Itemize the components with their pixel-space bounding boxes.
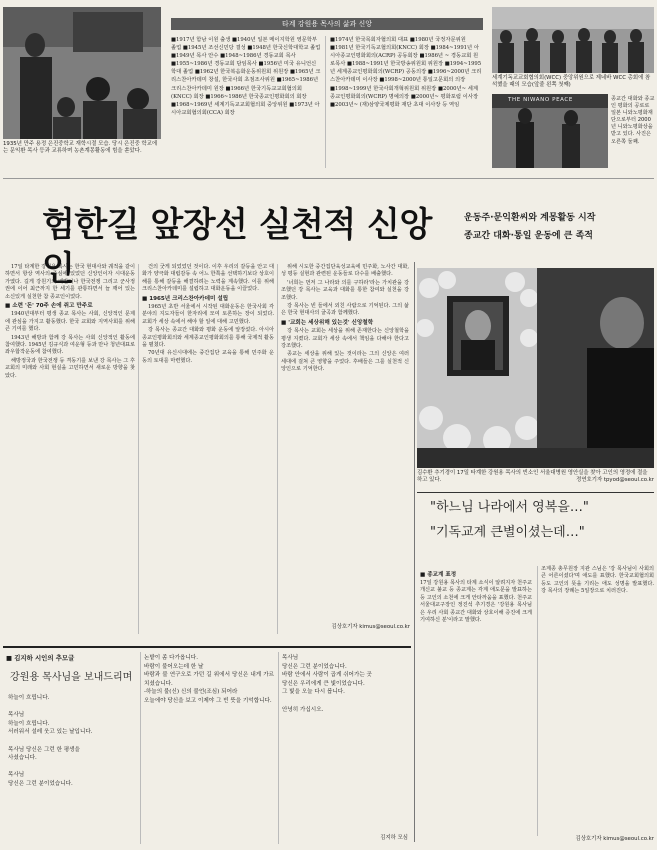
- side-byline: 김상호기자 kimus@seoul.co.kr: [575, 836, 654, 842]
- quote-line-2: "기독교계 큰별이셨는데…": [430, 525, 585, 540]
- article-subhead-1: ■ 소련 '돈' 70주 손에 쥐고 만주로: [5, 303, 93, 310]
- article-col3-p1: 위해 시도한 중간집단육성교육에 민주화, 노사간 대화, 성 평등 실현과 관련된 운동들로 다수를 배출했다.: [281, 264, 409, 278]
- article-col2-p3: 강 목사는 종교간 대화와 평화 운동에 앞장섰다. 아시아종교인평화회의와 세계종교인평화회의를 통해 국제적 활동을 펼쳤다.: [142, 327, 274, 349]
- funeral-photo-credit: 정연호기자 tpyod@seoul.co.kr: [576, 477, 654, 483]
- headline-deck-1: 운동주·문익환씨와 계몽활동 시작: [464, 213, 596, 223]
- top-separator: [3, 178, 654, 179]
- article-column-2: [142, 264, 274, 639]
- poem-byline: 김지하 모심: [380, 835, 408, 841]
- article-column-1: [5, 264, 135, 639]
- poem-top-rule: [3, 646, 411, 648]
- timeline-right: ■1974년 한국목회자협의회 대표 ■1980년 국정자문위원 ■1981년 한국기독교협의회(KNCC) 회장 ■1984~1991년 아시아종교인평화회의(ACRP) 공동회장 ■1986년 ~ 경동교회 원로목사 ■1988~1991년 한국방송위원회 위원장 ■1994~1995년 세계종교인평화회의(WCRP) 공동의장 ■1996~2000년 크리스찬아카데미 이사장 ■1998~2000년 통일고문회의 의장 ■1998~1999년 한국사회개혁위원회 위원장 ■2000년~ 세계종교인평화회의(WCRP) 명예의장 ■2000년~ 평화포럼 이사장 ■2003년~ (재)삼양국제평화 재단 초대 이사장 등 역임: [330, 37, 482, 108]
- article-column-3: [281, 264, 409, 639]
- wcc-photo: [492, 7, 654, 73]
- section-header: 타계 강원용 목사의 삶과 신앙: [171, 18, 483, 30]
- article-col1-p4: 해방정국과 한국전쟁 등 격동기를 보낸 강 목사는 그 후 교회의 미래와 사회 현실을 고민하면서 새로운 방향을 찾았다.: [5, 357, 135, 379]
- article-col1-p2: 1940년대부터 평생 종교 목사는 사회, 신앙적인 문제에 관심을 가지고 활동했다. 한국 교회와 지역사회를 위해 큰 기여를 했다.: [5, 311, 135, 333]
- classroom-photo-caption: 1935년 만주 용정 은진중학교 재학시절 모습. 당시 은진중 학교에는 문익환 목사 등과 교류하며 농촌계몽활동에 힘을 쏟았다.: [3, 141, 158, 155]
- article-col3b-p2: 종교는 세상을 위해 있는 것이라는 그의 신앙은 여러 세대에 걸쳐 큰 영향을 주었다. 후배들은 그를 실천적 신앙인으로 기억한다.: [281, 351, 409, 373]
- side-top-rule: [417, 492, 654, 493]
- main-right-divider: [414, 262, 415, 842]
- funeral-photo: [417, 268, 654, 468]
- article-col3-p3: 강 목사는 빈 들에서 외친 사람으로 기억된다. 그의 삶은 한국 현대사의 굴곡과 함께했다.: [281, 303, 409, 317]
- poem-column-1: 하늘이 흐립니다. 목사님 하늘이 흐립니다. 서러워서 설레 웃고 있는 날입니다. 목사님 당신은 그런 한 평생을 사셨습니다. 목사님 당신은 그런 분이었습니다.: [8, 695, 93, 787]
- article-col3b-p1: 강 목사는 교회는 세상을 위해 존재한다는 신앙철학을 평생 지켰다. 교회가 세상 속에서 책임을 다해야 한다고 강조했다.: [281, 328, 409, 350]
- niwano-photo-caption: 종교간 대화와 종교인 평화의 공로로 일본 니와노평화재단으로부터 2000년 니와노평화상을 받고 있다. 사진은 오른쪽 둘째.: [611, 96, 655, 145]
- niwano-photo: [492, 94, 608, 168]
- article-byline: 김상호기자 kimus@seoul.co.kr: [331, 624, 410, 630]
- article-col2-p1: 건의 굿게 되었었던 것이다. 이후 우리의 갈등을 안고 대화가 양극화 대립감동 속 어느 한쪽을 선택하기보다 상호이해를 통해 갈등을 해결하려는 노력을 계속했다. 이를 위해 크리스찬아카데미를 설립하고 대화운동을 이끌었다.: [142, 264, 274, 293]
- wcc-photo-caption: 세계기독교교회협의회(WCC) 중앙위원으로 제네바 WCC 총회에 참석했을 때의 모습(앞줄 왼쪽 첫째): [492, 75, 651, 89]
- article-col3-p2: '너희는 먼저 그 나라와 의를 구하라'라는 가치관을 강조했던 강 목사는 교육과 대화를 통한 참여와 실천을 강조했다.: [281, 279, 409, 301]
- article-col1-p3: 1943년 해방과 함께 강 목사는 사회 신앙적인 활동에 참여했다. 1945년 김규식과 여운형 등과 만나 청년대표로 좌우합작운동에 참여했다.: [5, 334, 135, 356]
- quote-line-1: "하느님 나라에서 영복을…": [430, 500, 589, 515]
- headline-deck-2: 종교간 대화·통일 운동에 큰 족적: [464, 231, 593, 241]
- article-subhead-2: ■ 1965년 크리스찬아카데미 설립: [142, 295, 229, 302]
- side-column-1: 17일 강원용 목사의 타계 소식이 알려지자 천주교 개신교 불교 등 종교계는 각계 애도문을 발표하는 등 고인의 소천에 크게 안타까움을 표했다. 천주교 서울대교구장인 정진석 추기경은 '강원용 목사님은 우리 사회 종교간 대화와 상호이해 증진에 크게 기여하신 분'이라고 말했다.: [420, 580, 532, 624]
- timeline-left: ■1917년 함남 이원 출생 ■1940년 일본 메이지학원 영문학부 졸업 ■1945년 조선신민당 결성 ■1948년 한국신학대학교 졸업 ■1949년 목사 안수 ■1948~1986년 경동교회 목사 ■1955~1986년 경동교회 담임목사 ■1956년 미국 유니언신학대 졸업 ■1962년 한국복음화운동위원회 위원장 ■1965년 크리스찬아카데미 창설, 한국사회 초점조사위원 ■1965~1986년 크리스찬아카데미 원장 ■1966년 한국기독교교회협의회(KNCC) 회장 ■1966~1986년 한국종교인평화회의 회장 ■1968~1969년 세계기독교교회협의회 중앙위원 ■1973년 아시아교회협의회(CCA) 회장: [171, 37, 321, 116]
- article-subhead-3: ■ '교회는 세상위해 있는것' 신앙철학: [281, 319, 374, 326]
- article-col1-p1: 17일 타계한 강원용 목사는 한국 현대사와 궤적을 같이하면서 항상 역사의 중심에 있었던 신앙인이자 시대운동가였다. 길게 강원기의 배반이나 한국전쟁 그리고 군사정권에 이어 최근까지 한 세기를 관통하면서 늘 깨어 있는 소신있게 실천한 참 종교인이었다.: [5, 264, 135, 300]
- funeral-photo-caption: 김수환 추기경이 17일 타계한 강원용 목사의 빈소인 서울대병원 영안실을 찾아 고인의 영정에 절을 하고 있다.: [417, 470, 648, 484]
- side-column-2: 조계종 총무원장 지관 스님은 '강 목사님이 사회의 큰 어른이셨다'며 애도를 표했다. 한국교회협의회 등도 고인의 뜻을 기리는 애도 성명을 발표했다. 강 목사의 장례는 5일장으로 치러진다.: [541, 566, 654, 595]
- classroom-photo: [3, 7, 161, 139]
- headline-title: 험한길 앞장선 실천적 신앙인: [42, 205, 432, 289]
- poem-column-2: 논밭이 좀 다가옵니다. 바람이 불어오는데 한 날 바람과 불 연구오로 가던 길 위에서 당신은 내게 가르치셨습니다. -하늘의 불(신) 신의 불언(조심) 되어라 오늘에야 당신을 보고 이제야 그 빈 뜻을 기억합니다.: [144, 655, 274, 704]
- poem-column-3: 목사님 당신은 그런 분이었습니다. 바람 안에서 사람이 곱게 쉬어가는 곳 당신은 우리에게 큰 빛이었습니다. 그 빛을 오늘 다시 봅니다. 안녕히 가십시오.: [282, 655, 372, 713]
- article-col2-p4: 70년대 유신시대에는 중간집단 교육을 통해 민주화 운동의 토대를 마련했다.: [142, 350, 274, 364]
- niwano-sign: THE NIWANO PEACE: [508, 97, 573, 103]
- poem-title: 강원용 목사님을 보내드리며: [10, 672, 133, 683]
- article-col2-p2: 1965년 초반 서울에서 시작된 대화운동은 한국사회 각 분야의 지도자들이 한자리에 모여 토론하는 장이 되었다. 교회가 세상 속에서 해야 할 일에 대해 고민했다.: [142, 304, 274, 325]
- poem-header: ■ 김지하 시인의 추모글: [6, 654, 75, 662]
- side-subhead: ■ 종교계 표정: [420, 572, 457, 578]
